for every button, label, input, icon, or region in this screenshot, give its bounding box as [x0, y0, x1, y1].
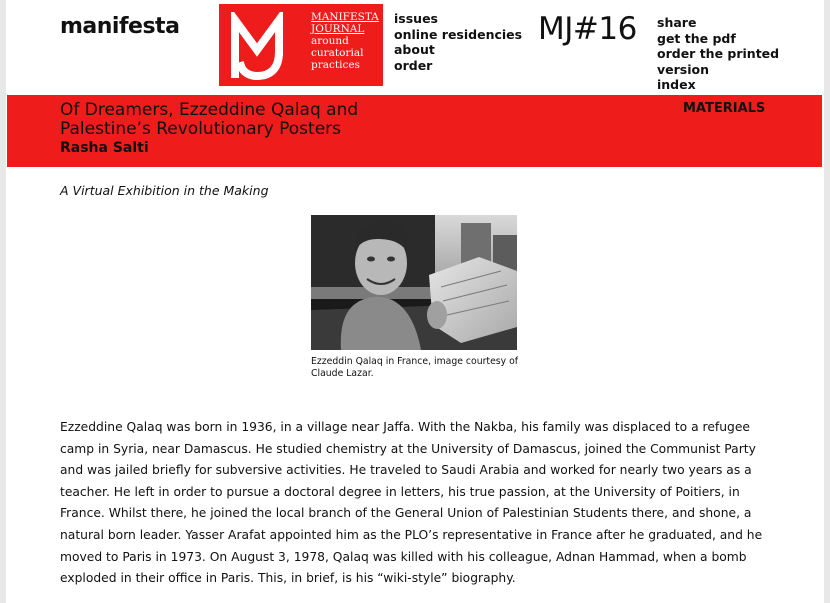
- nav-order-link[interactable]: order: [394, 57, 433, 73]
- article-header-banner: [7, 95, 822, 167]
- article-title: Of Dreamers, Ezzeddine Qalaq and Palestine’s Revolutionary Posters: [60, 100, 359, 139]
- issue-actions-nav: [657, 15, 830, 93]
- journal-logo-line5: practices: [311, 59, 360, 71]
- journal-logo-line2: JOURNAL: [311, 23, 365, 35]
- article-body-paragraph: Ezzeddine Qalaq was born in 1936, in a village near Jaffa. With the Nakba, his family was displaced to a refugee camp in Syria, near Damascus. He studied chemistry at the University of Damascus, joined the Communist Party and was jailed briefly for subversive activities. He traveled to Saudi Arabia and worked for nearly two years as a teacher. He left in order to pursue a doctoral degree in letters, his true passion, at the University of Poitiers, in France. Whilst there, he joined the local branch of the General Union of Palestinian Students there, and shone, a natural born leader. Yasser Arafat appointed him as the PLO’s representative in France after he graduated, and he moved to Paris in 1973. On August 3, 1978, Qalaq was killed with his colleague, Adnan Hammad, when a bomb exploded in their office in Paris. This, in brief, is his “wiki-style” biography.: [60, 420, 763, 586]
- article-subtitle: A Virtual Exhibition in the Making: [60, 183, 269, 198]
- photo-caption: Ezzeddin Qalaq in France, image courtesy of Claude Lazar.: [311, 356, 519, 379]
- index-link[interactable]: index: [657, 77, 696, 92]
- issue-number: MJ#16: [538, 11, 637, 47]
- order-printed-version-link[interactable]: order the printed version: [657, 46, 780, 77]
- nav-about-link[interactable]: about: [394, 42, 435, 57]
- get-pdf-link[interactable]: get the pdf: [657, 30, 736, 46]
- photo-illustration: [311, 215, 517, 350]
- manifesta-logo[interactable]: manifesta: [60, 14, 180, 39]
- nav-issues-link[interactable]: issues: [394, 11, 438, 26]
- journal-logo-line3: around: [311, 35, 349, 47]
- main-nav: [394, 11, 522, 73]
- share-link[interactable]: share: [657, 15, 697, 30]
- page-frame-left: [0, 0, 6, 603]
- journal-logo-line4: curatorial: [311, 47, 364, 59]
- journal-logo-text: [311, 11, 379, 71]
- section-label[interactable]: MATERIALS: [683, 101, 766, 116]
- manifesta-journal-logo[interactable]: [219, 4, 383, 86]
- article-author: Rasha Salti: [60, 140, 149, 156]
- journal-logo-line1: MANIFESTA: [311, 11, 379, 23]
- article-photo: [311, 215, 517, 350]
- mj-monogram-icon: [227, 12, 303, 80]
- nav-online-residencies-link[interactable]: online residencies: [394, 26, 523, 42]
